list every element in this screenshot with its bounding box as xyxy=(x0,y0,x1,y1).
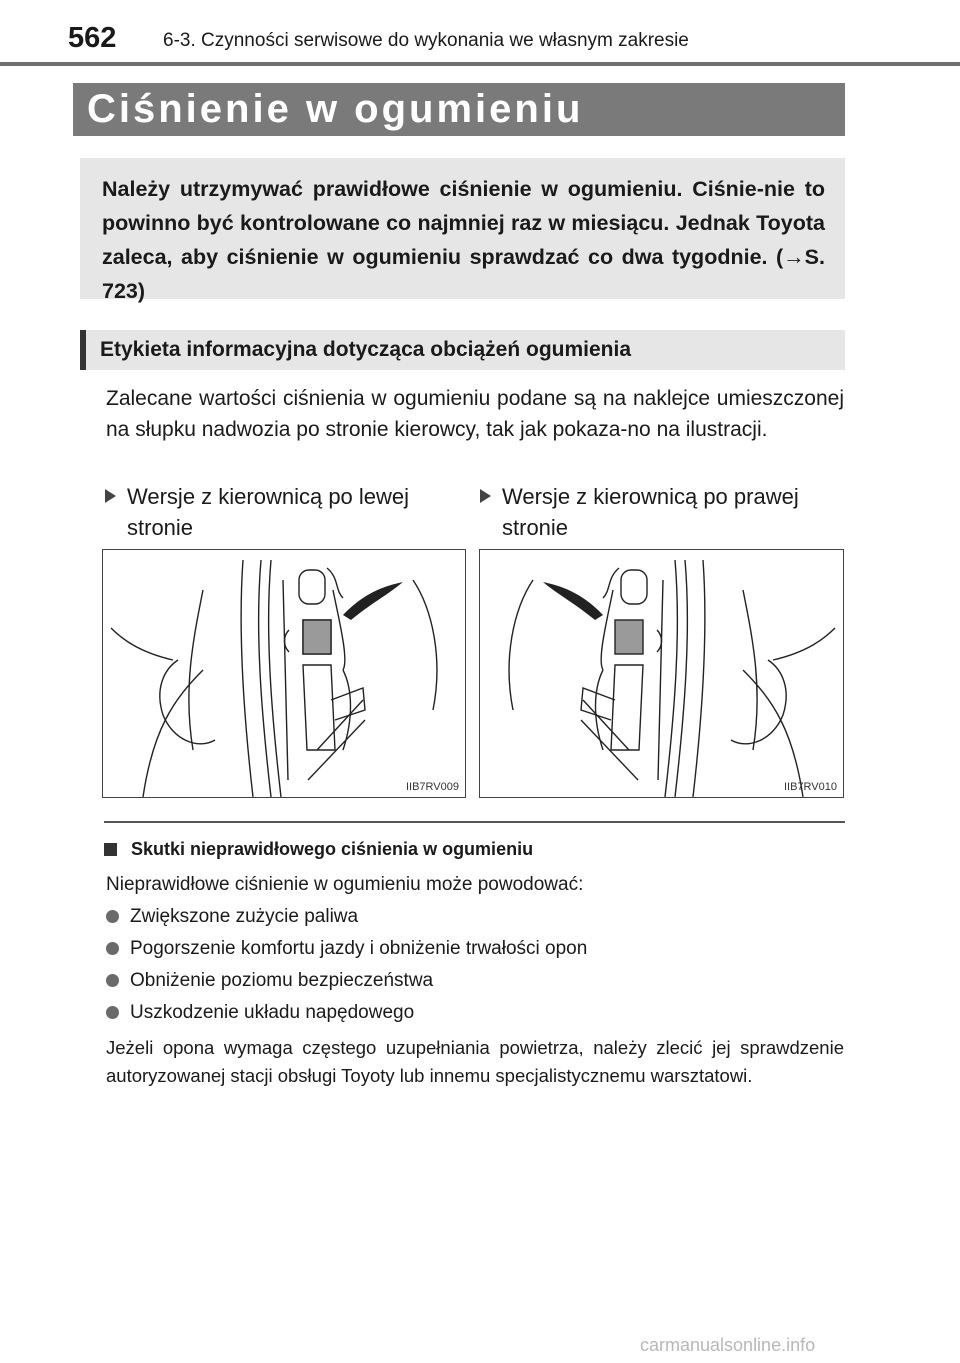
chapter-title: 6-3. Czynności serwisowe do wykonania we własnym zakresie xyxy=(163,30,689,51)
square-bullet-icon xyxy=(104,843,117,856)
page-title: Ciśnienie w ogumieniu xyxy=(87,87,584,131)
label-sticker-left xyxy=(303,620,331,654)
label-section-text: Zalecane wartości ciśnienia w ogumieniu podane są na naklejce umieszczonej na słupku nadwozia po stronie kierowcy, tak jak pokaza-no na ilustracji. xyxy=(106,387,844,441)
effects-closing-text: Jeżeli opona wymaga częstego uzupełniania powietrza, należy zlecić jej sprawdzenie autoryzowanej stacji obsługi Toyoty lub innemu specjalistycznemu warsztatowi. xyxy=(106,1037,844,1086)
label-section-heading: Etykieta informacyjna dotycząca obciążeń ogumienia xyxy=(100,338,631,361)
label-sticker-right xyxy=(615,620,643,654)
pillar-illustration-left xyxy=(103,550,465,797)
triangle-bullet-icon xyxy=(105,489,116,503)
circle-bullet-icon xyxy=(106,974,119,987)
variant-left-label: Wersje z kierownicą po lewej stronie xyxy=(127,484,410,540)
figure-right-pillar xyxy=(479,549,844,798)
title-band xyxy=(73,83,845,136)
intro-box xyxy=(80,158,845,303)
pillar-illustration-right xyxy=(480,550,843,797)
variant-right-label: Wersje z kierownicą po prawej stronie xyxy=(502,484,799,540)
pointer-arrow-icon xyxy=(543,582,603,620)
pointer-arrow-icon xyxy=(343,582,403,620)
figure-left-pillar xyxy=(102,549,466,798)
circle-bullet-icon xyxy=(106,910,119,923)
page-header xyxy=(0,0,960,66)
page-number: 562 xyxy=(68,22,117,54)
figure-left-code: IIB7RV009 xyxy=(405,781,459,793)
heading-bar xyxy=(80,330,86,370)
section-divider xyxy=(104,821,845,823)
effects-lead: Nieprawidłowe ciśnienie w ogumieniu może powodować: xyxy=(106,874,584,895)
circle-bullet-icon xyxy=(106,1006,119,1019)
circle-bullet-icon xyxy=(106,942,119,955)
watermark: carmanualsonline.info xyxy=(640,1335,816,1355)
header-rule xyxy=(0,62,960,66)
triangle-bullet-icon xyxy=(480,489,491,503)
figure-right-code: IIB7RV010 xyxy=(783,781,837,793)
effects-heading: Skutki nieprawidłowego ciśnienia w ogumieniu xyxy=(131,839,534,859)
label-section-heading-box xyxy=(80,330,845,370)
intro-text: Należy utrzymywać prawidłowe ciśnienie w ogumieniu. Ciśnie-nie to powinno być kontrolowane co najmniej raz w miesiącu. Jednak Toyota zaleca, aby ciśnienie w ogumieniu sprawdzać co dwa tygodnie. (→S. 723) xyxy=(102,177,825,303)
